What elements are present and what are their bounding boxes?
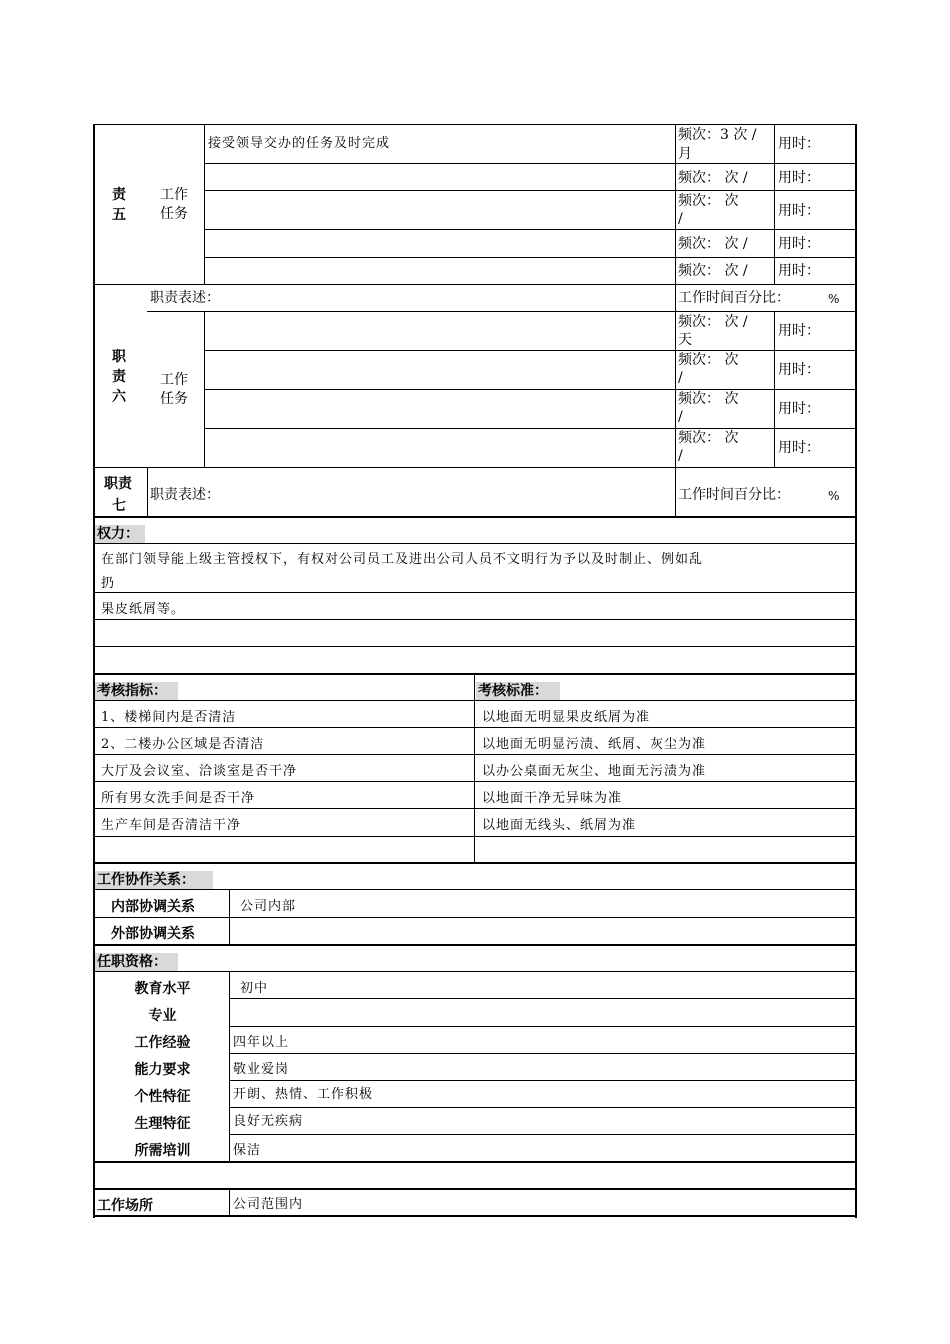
qualification-value-1: 初中 (240, 981, 269, 996)
qualification-value-6: 良好无疾病 (233, 1114, 304, 1129)
duty6-freq-3-unit: / (678, 409, 683, 425)
duty6-time-4: 用时： (778, 440, 820, 456)
duty6-freq-3: 频次： 次 (678, 391, 739, 407)
duty5-task-label: 工作 (160, 187, 188, 203)
assessment-standard-3: 以办公桌面无灰尘、地面无污渍为准 (482, 764, 707, 779)
qualification-label-6: 生理特征 (134, 1116, 191, 1132)
assessment-indicator-2: 2、二楼办公区域是否清洁 (101, 737, 265, 752)
qualification-value-7: 保洁 (233, 1143, 262, 1158)
duty6-task-label-2: 任务 (160, 391, 188, 407)
workplace-label: 工作场所 (97, 1198, 153, 1214)
duty5-time-3: 用时： (778, 203, 820, 219)
qualification-label-3: 工作经验 (134, 1035, 191, 1051)
assessment-standard-1: 以地面无明显果皮纸屑为准 (482, 710, 651, 725)
duty6-freq-1-unit: 天 (678, 332, 692, 348)
duty6-label-line1: 职 (112, 349, 126, 365)
cooperation-external-label: 外部协调关系 (111, 926, 195, 942)
duty5-task-1: 接受领导交办的任务及时完成 (208, 136, 391, 151)
duty6-label-line3: 六 (112, 389, 126, 405)
cooperation-title: 工作协作关系： (97, 872, 195, 888)
duty6-task-label: 工作 (160, 372, 188, 388)
duty6-desc-label: 职责表述： (150, 290, 220, 306)
power-text-line2: 扔 (101, 576, 116, 591)
qualification-value-4: 敬业爱岗 (233, 1062, 290, 1077)
duty6-time-1: 用时： (778, 323, 820, 339)
power-text-line1: 在部门领导能上级主管授权下，有权对公司员工及进出公司人员不文明行为予以及时制止、例如乱 (101, 552, 704, 567)
duty7-pct-label: 工作时间百分比： (678, 487, 790, 503)
duty5-task-label-2: 任务 (160, 206, 188, 222)
qualification-title: 任职资格： (97, 954, 167, 970)
qualification-label-5: 个性特征 (134, 1089, 191, 1105)
qualification-label-4: 能力要求 (134, 1062, 191, 1078)
cooperation-internal-value: 公司内部 (240, 899, 297, 914)
duty5-freq-1-unit: 月 (678, 146, 692, 162)
duty7-pct-sign: % (828, 489, 840, 503)
assessment-standard-title: 考核标准： (478, 683, 548, 699)
assessment-indicator-4: 所有男女洗手间是否干净 (101, 791, 256, 806)
duty5-freq-1: 频次：3 次 / (678, 127, 757, 143)
duty6-freq-1: 频次： 次 / (678, 314, 748, 330)
assessment-standard-4: 以地面干净无异味为准 (482, 791, 623, 806)
power-text-line3: 果皮纸屑等。 (101, 602, 186, 617)
assessment-indicator-title: 考核指标： (97, 683, 167, 699)
duty7-label-line1: 职责 (104, 476, 132, 492)
duty5-time-5: 用时： (778, 263, 820, 279)
assessment-indicator-5: 生产车间是否清洁干净 (101, 818, 242, 833)
qualification-label-2: 专业 (148, 1008, 177, 1024)
duty6-time-3: 用时： (778, 401, 820, 417)
qualification-value-5: 开朗、热情、工作积极 (233, 1087, 374, 1102)
duty6-freq-4-unit: / (678, 448, 683, 464)
qualification-label-7: 所需培训 (134, 1143, 191, 1159)
duty5-freq-4: 频次： 次 / (678, 236, 748, 252)
cooperation-internal-label: 内部协调关系 (111, 899, 195, 915)
duty5-freq-3: 频次： 次 (678, 193, 739, 209)
duty6-freq-2-unit: / (678, 370, 683, 386)
duty5-time-1: 用时： (778, 136, 820, 152)
duty6-time-2: 用时： (778, 362, 820, 378)
duty6-freq-2: 频次： 次 (678, 352, 739, 368)
assessment-indicator-1: 1、楼梯间内是否清洁 (101, 710, 237, 725)
duty5-freq-3-unit: / (678, 211, 683, 227)
qualification-label-1: 教育水平 (134, 981, 191, 997)
workplace-value: 公司范围内 (233, 1197, 304, 1212)
duty6-label-line2: 责 (112, 369, 126, 385)
duty5-freq-2: 频次： 次 / (678, 170, 748, 186)
duty5-label-line1: 责 (112, 187, 126, 203)
duty7-desc-label: 职责表述： (150, 487, 220, 503)
duty7-label-line2: 七 (112, 498, 126, 514)
assessment-standard-2: 以地面无明显污渍、纸屑、灰尘为准 (482, 737, 707, 752)
qualification-value-3: 四年以上 (233, 1035, 290, 1050)
power-title: 权力： (97, 526, 139, 542)
duty5-label-line2: 五 (112, 207, 126, 223)
duty6-pct-label: 工作时间百分比： (678, 290, 790, 306)
assessment-standard-5: 以地面无线头、纸屑为准 (482, 818, 637, 833)
duty5-time-2: 用时： (778, 170, 820, 186)
duty6-freq-4: 频次： 次 (678, 430, 739, 446)
duty5-time-4: 用时： (778, 236, 820, 252)
duty5-freq-5: 频次： 次 / (678, 263, 748, 279)
duty6-pct-sign: % (828, 292, 840, 306)
assessment-indicator-3: 大厅及会议室、洽谈室是否干净 (101, 764, 298, 779)
